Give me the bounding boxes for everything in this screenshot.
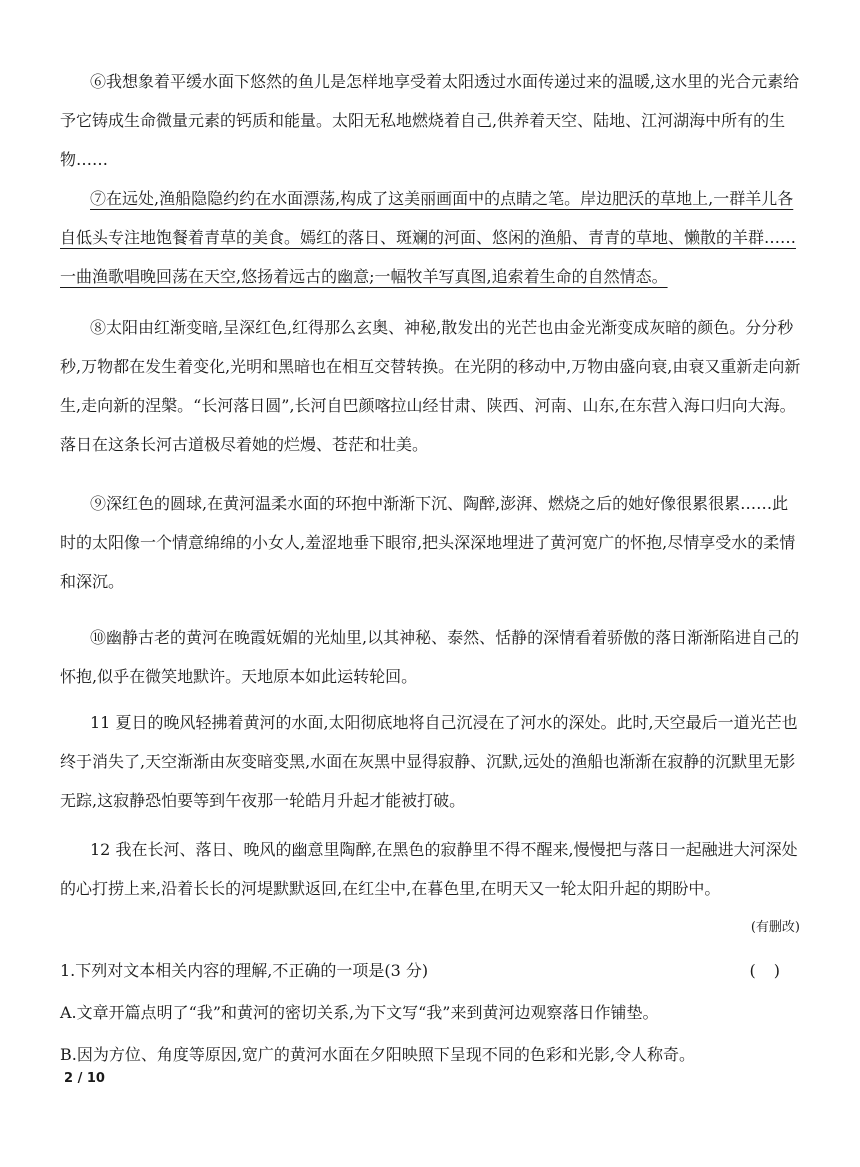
paragraph-6: ⑥我想象着平缓水面下悠然的鱼儿是怎样地享受着太阳透过水面传递过来的温暖,这水里的光合元素给予它铸成生命微量元素的钙质和能量。太阳无私地燃烧着自己,供养着天空、陆地、江河湖海中所有的生物…… [60, 72, 800, 169]
page-number: 2 / 10 [64, 1071, 105, 1086]
paragraph-10: ⑩幽静古老的黄河在晚霞妩媚的光灿里,以其神秘、泰然、恬静的深情看着骄傲的落日渐渐陷进自己的怀抱,似乎在微笑地默许。天地原本如此运转轮回。 [60, 628, 800, 686]
paragraph-8: ⑧太阳由红渐变暗,呈深红色,红得那么玄奥、神秘,散发出的光芒也由金光渐变成灰暗的颜色。分分秒秒,万物都在发生着变化,光明和黑暗也在相互交替转换。在光阴的移动中,万物由盛向衰,由衰又重新走向新生,走向新的涅槃。“长河落日圆”,长河自巴颜喀拉山经甘肃、陕西、河南、山东,在东营入海口归向大海。落日在这条长河古道极尽着她的烂熳、苍茫和壮美。 [60, 318, 801, 454]
edit-note: (有删改) [750, 920, 800, 935]
paragraph-11: 11 夏日的晚风轻拂着黄河的水面,太阳彻底地将自己沉浸在了河水的深处。此时,天空最后一道光芒也终于消失了,天空渐渐由灰变暗变黑,水面在灰黑中显得寂静、沉默,远处的渔船也渐渐在寂静的沉默里无影无踪,这寂静恐怕要等到午夜那一轮皓月升起才能被打破。 [60, 713, 798, 810]
option-a: A.文章开篇点明了“我”和黄河的密切关系,为下文写“我”来到黄河边观察落日作铺垫。 [60, 1003, 659, 1022]
paragraph-12: 12 我在长河、落日、晚风的幽意里陶醉,在黑色的寂静里不得不醒来,慢慢把与落日一起融进大河深处的心打捞上来,沿着长长的河堤默默返回,在红尘中,在暮色里,在明天又一轮太阳升起的期盼中。 [60, 840, 798, 898]
option-b: B.因为方位、角度等原因,宽广的黄河水面在夕阳映照下呈现不同的色彩和光影,令人称奇。 [60, 1045, 696, 1064]
question-stem: 1.下列对文本相关内容的理解,不正确的一项是(3 分) [60, 961, 429, 980]
paragraph-7: ⑦在远处,渔船隐隐约约在水面漂荡,构成了这美丽画面中的点睛之笔。岸边肥沃的草地上,一群羊儿各自低头专注地饱餐着青草的美食。嫣红的落日、斑斓的河面、悠闲的渔船、青青的草地、懒散的羊群……一曲渔歌唱晚回荡在天空,悠扬着远古的幽意;一幅牧羊写真图,追索着生命的自然情态。 [60, 189, 797, 286]
paragraph-9: ⑨深红色的圆球,在黄河温柔水面的环抱中渐渐下沉、陶醉,澎湃、燃烧之后的她好像很累很累……此时的太阳像一个情意绵绵的小女人,羞涩地垂下眼帘,把头深深地埋进了黄河宽广的怀抱,尽情享受水的柔情和深沉。 [60, 494, 796, 591]
answer-paren: () [749, 961, 798, 980]
